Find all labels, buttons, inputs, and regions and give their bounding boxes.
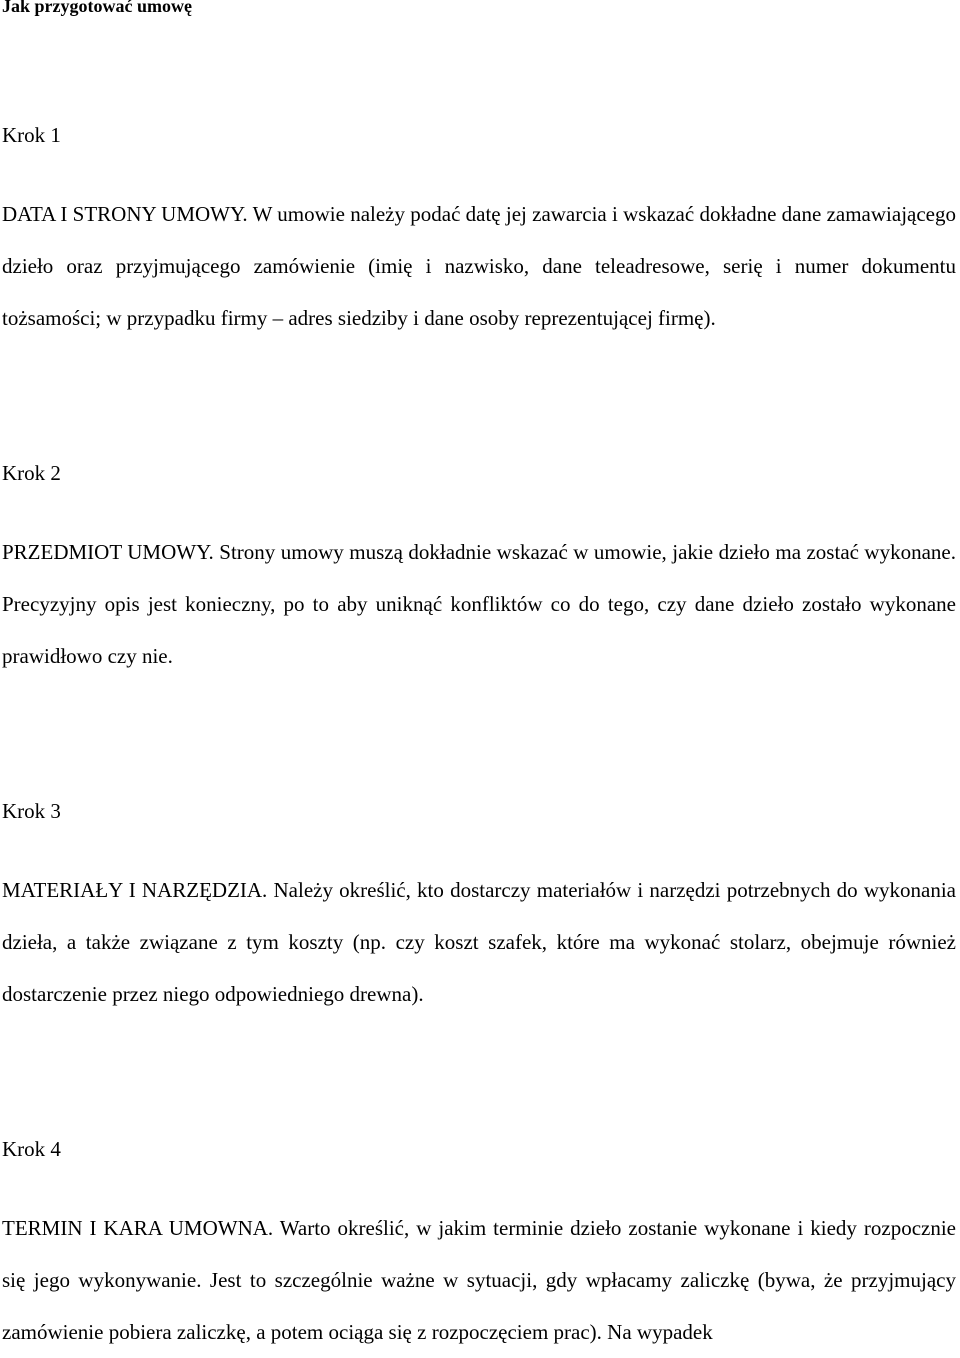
section-paragraph-2 (2, 526, 956, 682)
section-body-4: Warto określić, w jakim terminie dzieło zostanie wykonane i kiedy rozpocznie się jego wykonywanie. Jest to szczególnie ważne w sytuacji, gdy wpłacamy zaliczkę (bywa, że przyjmujący zamówienie pobiera zaliczkę, a potem ociąga się z rozpoczęciem prac). Na wypadek (2, 1216, 956, 1344)
section-paragraph-3 (2, 864, 956, 1020)
document-title: Jak przygotować umowę (2, 0, 192, 16)
step-label-1: Krok 1 (2, 123, 61, 147)
section-paragraph-1 (2, 188, 956, 344)
step-label-2: Krok 2 (2, 461, 61, 485)
section-heading-2: PRZEDMIOT UMOWY. (2, 540, 214, 564)
section-paragraph-4 (2, 1202, 956, 1358)
section-body-3: Należy określić, kto dostarczy materiałów i narzędzi potrzebnych do wykonania dzieła, a także związane z tym koszty (np. czy koszt szafek, które ma wykonać stolarz, obejmuje również dostarczenie przez niego odpowiedniego drewna). (2, 878, 956, 1006)
step-label-3: Krok 3 (2, 799, 61, 823)
step-label-4: Krok 4 (2, 1137, 61, 1161)
section-heading-1: DATA I STRONY UMOWY. (2, 202, 248, 226)
section-heading-3: MATERIAŁY I NARZĘDZIA. (2, 878, 268, 902)
section-body-2: Strony umowy muszą dokładnie wskazać w umowie, jakie dzieło ma zostać wykonane. Precyzyjny opis jest konieczny, po to aby uniknąć konfliktów co do tego, czy dane dzieło zostało wykonane prawidłowo czy nie. (2, 540, 956, 668)
section-body-1: W umowie należy podać datę jej zawarcia i wskazać dokładne dane zamawiającego dzieło oraz przyjmującego zamówienie (imię i nazwisko, dane teleadresowe, serię i numer dokumentu tożsamości; w przypadku firmy – adres siedziby i dane osoby reprezentującej firmę). (2, 202, 956, 330)
section-heading-4: TERMIN I KARA UMOWNA. (2, 1216, 274, 1240)
